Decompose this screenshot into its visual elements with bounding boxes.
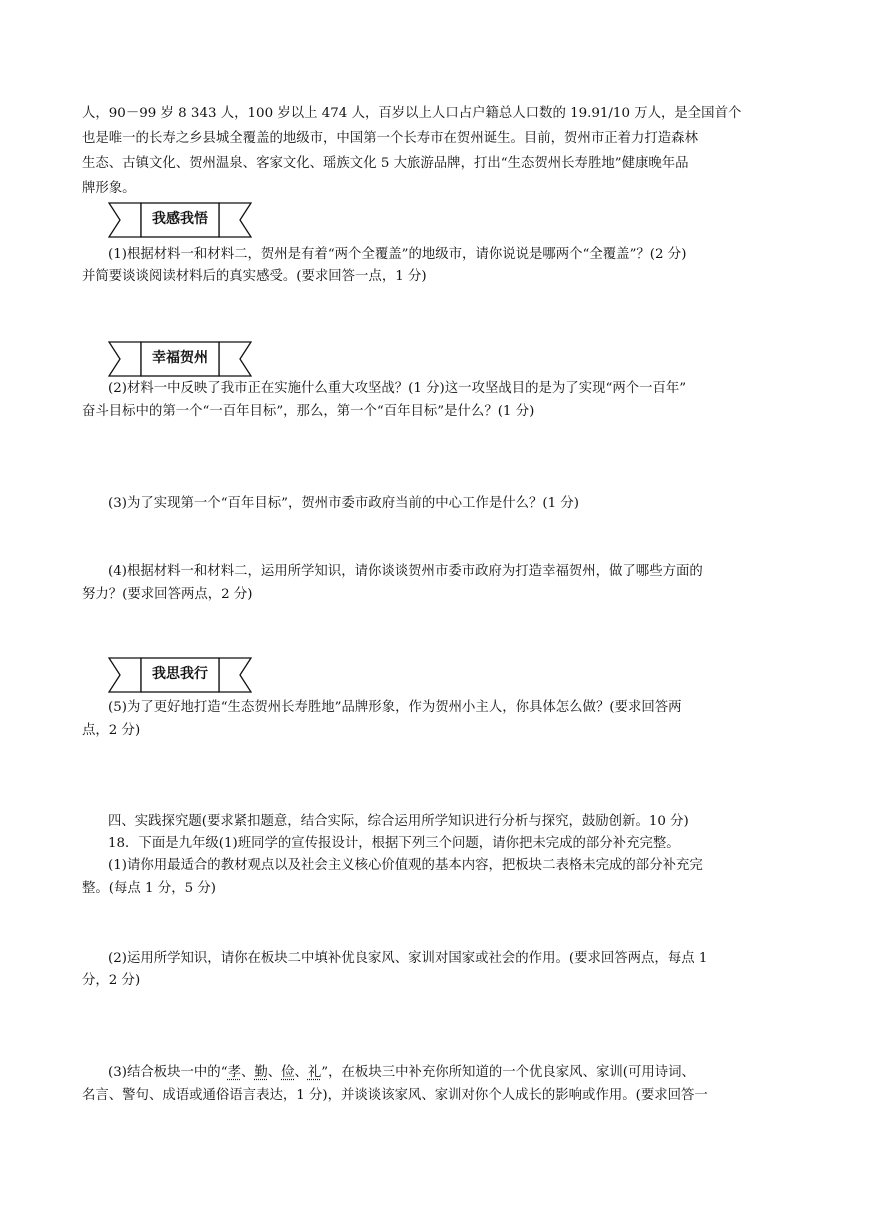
question-3: (3)为了实现第一个“百年目标”，贺州市委市政府当前的中心工作是什么？(1 分) [108, 496, 579, 511]
sub-question-1-line-2: 整。(每点 1 分，5 分) [82, 881, 216, 896]
question-5-line-1: (5)为了更好地打造“生态贺州长寿胜地”品牌形象，作为贺州小主人，你具体怎么做？(要求回答两 [108, 700, 682, 715]
sub-question-2-line-1: (2)运用所学知识，请你在板块二中填补优良家风、家训对国家或社会的作用。(要求回答两点，每点 1 [108, 951, 708, 966]
banner-title: 我感我悟 [152, 211, 208, 227]
question-2-line-1: (2)材料一中反映了我市正在实施什么重大攻坚战？(1 分)这一攻坚战目的是为了实现“两个一百年” [108, 381, 687, 396]
keyword-li: 礼 [307, 1065, 322, 1080]
material-line-2: 也是唯一的长寿之乡县城全覆盖的地级市，中国第一个长寿市在贺州诞生。目前，贺州市正着力打造森林 [82, 131, 698, 146]
material-line-1: 人，90－99 岁 8 343 人，100 岁以上 474 人，百岁以上人口占户籍总人口数的 19.91/10 万人，是全国首个 [82, 106, 742, 121]
separator: 、 [240, 1065, 255, 1080]
sub-question-2-line-2: 分，2 分) [82, 973, 141, 988]
question-4-line-2: 努力？(要求回答两点，2 分) [82, 587, 253, 602]
question-18: 18．下面是九年级(1)班同学的宣传报设计，根据下列三个问题，请你把未完成的部分补充完整。 [108, 836, 680, 851]
sub-question-3-line-2: 名言、警句、成语或通俗语言表达，1 分)，并谈谈该家风、家训对你个人成长的影响或作用。(要求回答一 [82, 1088, 708, 1103]
section-banner-1 [108, 201, 252, 239]
sub-question-3-suffix: ”，在板块三中补充你所知道的一个优良家风、家训(可用诗词、 [321, 1065, 695, 1080]
question-4-line-1: (4)根据材料一和材料二，运用所学知识，请你谈谈贺州市委市政府为打造幸福贺州，做了哪些方面的 [108, 564, 703, 579]
sub-question-1-line-1: (1)请你用最适合的教材观点以及社会主义核心价值观的基本内容，把板块二表格未完成的部分补充完 [108, 858, 703, 873]
question-5-line-2: 点，2 分) [82, 723, 141, 738]
banner-title: 幸福贺州 [152, 350, 208, 366]
sub-question-3-line-1 [108, 1063, 695, 1083]
question-1-line-1: (1)根据材料一和材料二，贺州是有着“两个全覆盖”的地级市，请你说说是哪两个“全覆盖”？(2 分) [108, 247, 687, 262]
keyword-xiao: 孝 [227, 1065, 241, 1080]
part-4-heading: 四、实践探究题(要求紧扣题意，结合实际，综合运用所学知识进行分析与探究，鼓励创新。10 分) [108, 814, 689, 829]
keyword-jian: 俭 [281, 1065, 295, 1080]
separator: 、 [294, 1065, 308, 1080]
section-banner-2 [108, 340, 252, 378]
material-line-3: 生态、古镇文化、贺州温泉、客家文化、瑶族文化 5 大旅游品牌，打出“生态贺州长寿胜地”健康晚年品 [82, 156, 689, 171]
separator: 、 [267, 1065, 282, 1080]
material-line-4: 牌形象。 [82, 181, 136, 196]
section-banner-3 [108, 656, 252, 694]
banner-title: 我思我行 [152, 666, 208, 682]
question-2-line-2: 奋斗目标中的第一个“一百年目标”，那么，第一个“百年目标”是什么？(1 分) [82, 404, 535, 419]
sub-question-3-prefix: (3)结合板块一中的“ [108, 1065, 228, 1080]
question-1-line-2: 并简要谈谈阅读材料后的真实感受。(要求回答一点，1 分) [82, 269, 427, 284]
keyword-qin: 勤 [254, 1065, 268, 1080]
